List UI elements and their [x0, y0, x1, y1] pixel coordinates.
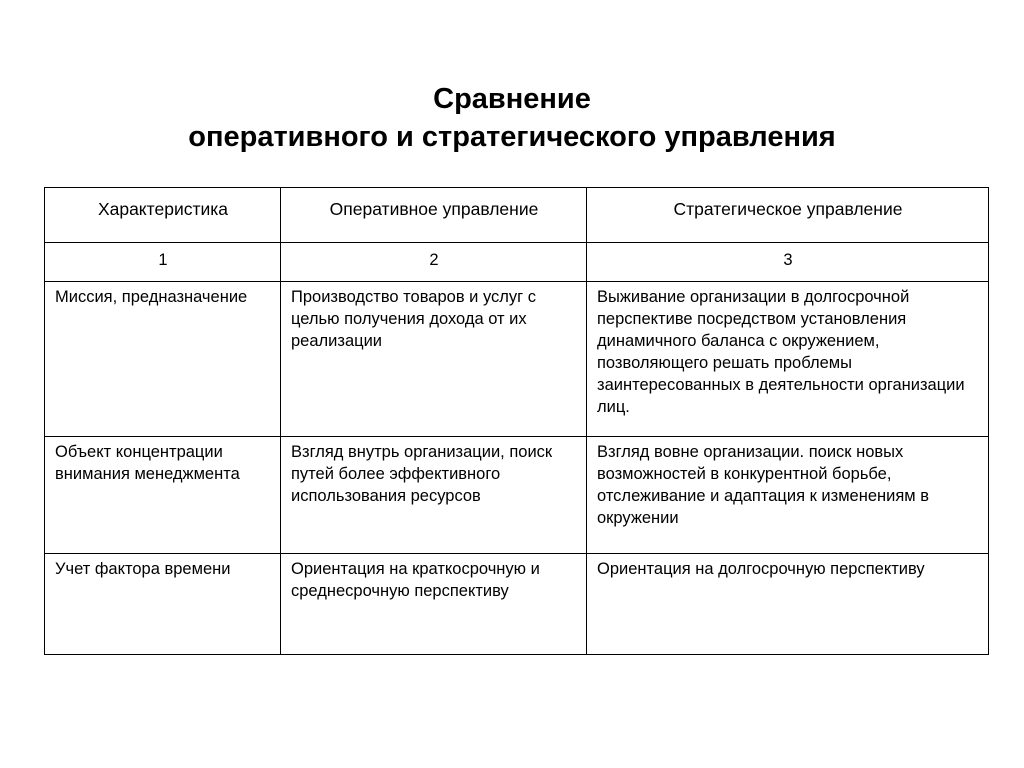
- cell-strategic: Ориентация на долгосрочную перспективу: [587, 554, 989, 655]
- table-header-row: [45, 188, 989, 243]
- table-number-row: [45, 243, 989, 282]
- header-operative: Оперативное управление: [281, 188, 587, 243]
- cell-characteristic: Миссия, предназначение: [45, 282, 281, 437]
- header-strategic: Стратегическое управление: [587, 188, 989, 243]
- cell-strategic: Выживание организации в долгосрочной перспективе посредством установления динамичного баланса с окружением, позволяющего решать проблемы заинтересованных в деятельности организации лиц.: [587, 282, 989, 437]
- cell-operative: Ориентация на краткосрочную и среднесрочную перспективу: [281, 554, 587, 655]
- header-characteristic: Характеристика: [45, 188, 281, 243]
- comparison-table: [44, 187, 989, 655]
- cell-operative: Производство товаров и услуг с целью получения дохода от их реализации: [281, 282, 587, 437]
- column-number: 1: [45, 243, 281, 282]
- title-line-2: оперативного и стратегического управления: [188, 121, 836, 153]
- cell-characteristic: Объект концентрации внимания менеджмента: [45, 437, 281, 554]
- table-row: [45, 282, 989, 437]
- cell-strategic: Взгляд вовне организации. поиск новых возможностей в конкурентной борьбе, отслеживание и адаптация к изменениям в окружении: [587, 437, 989, 554]
- page-title: [0, 80, 1024, 156]
- table-row: [45, 554, 989, 655]
- column-number: 3: [587, 243, 989, 282]
- title-line-1: Сравнение: [433, 83, 591, 115]
- column-number: 2: [281, 243, 587, 282]
- cell-operative: Взгляд внутрь организации, поиск путей более эффективного использования ресурсов: [281, 437, 587, 554]
- cell-characteristic: Учет фактора времени: [45, 554, 281, 655]
- table-row: [45, 437, 989, 554]
